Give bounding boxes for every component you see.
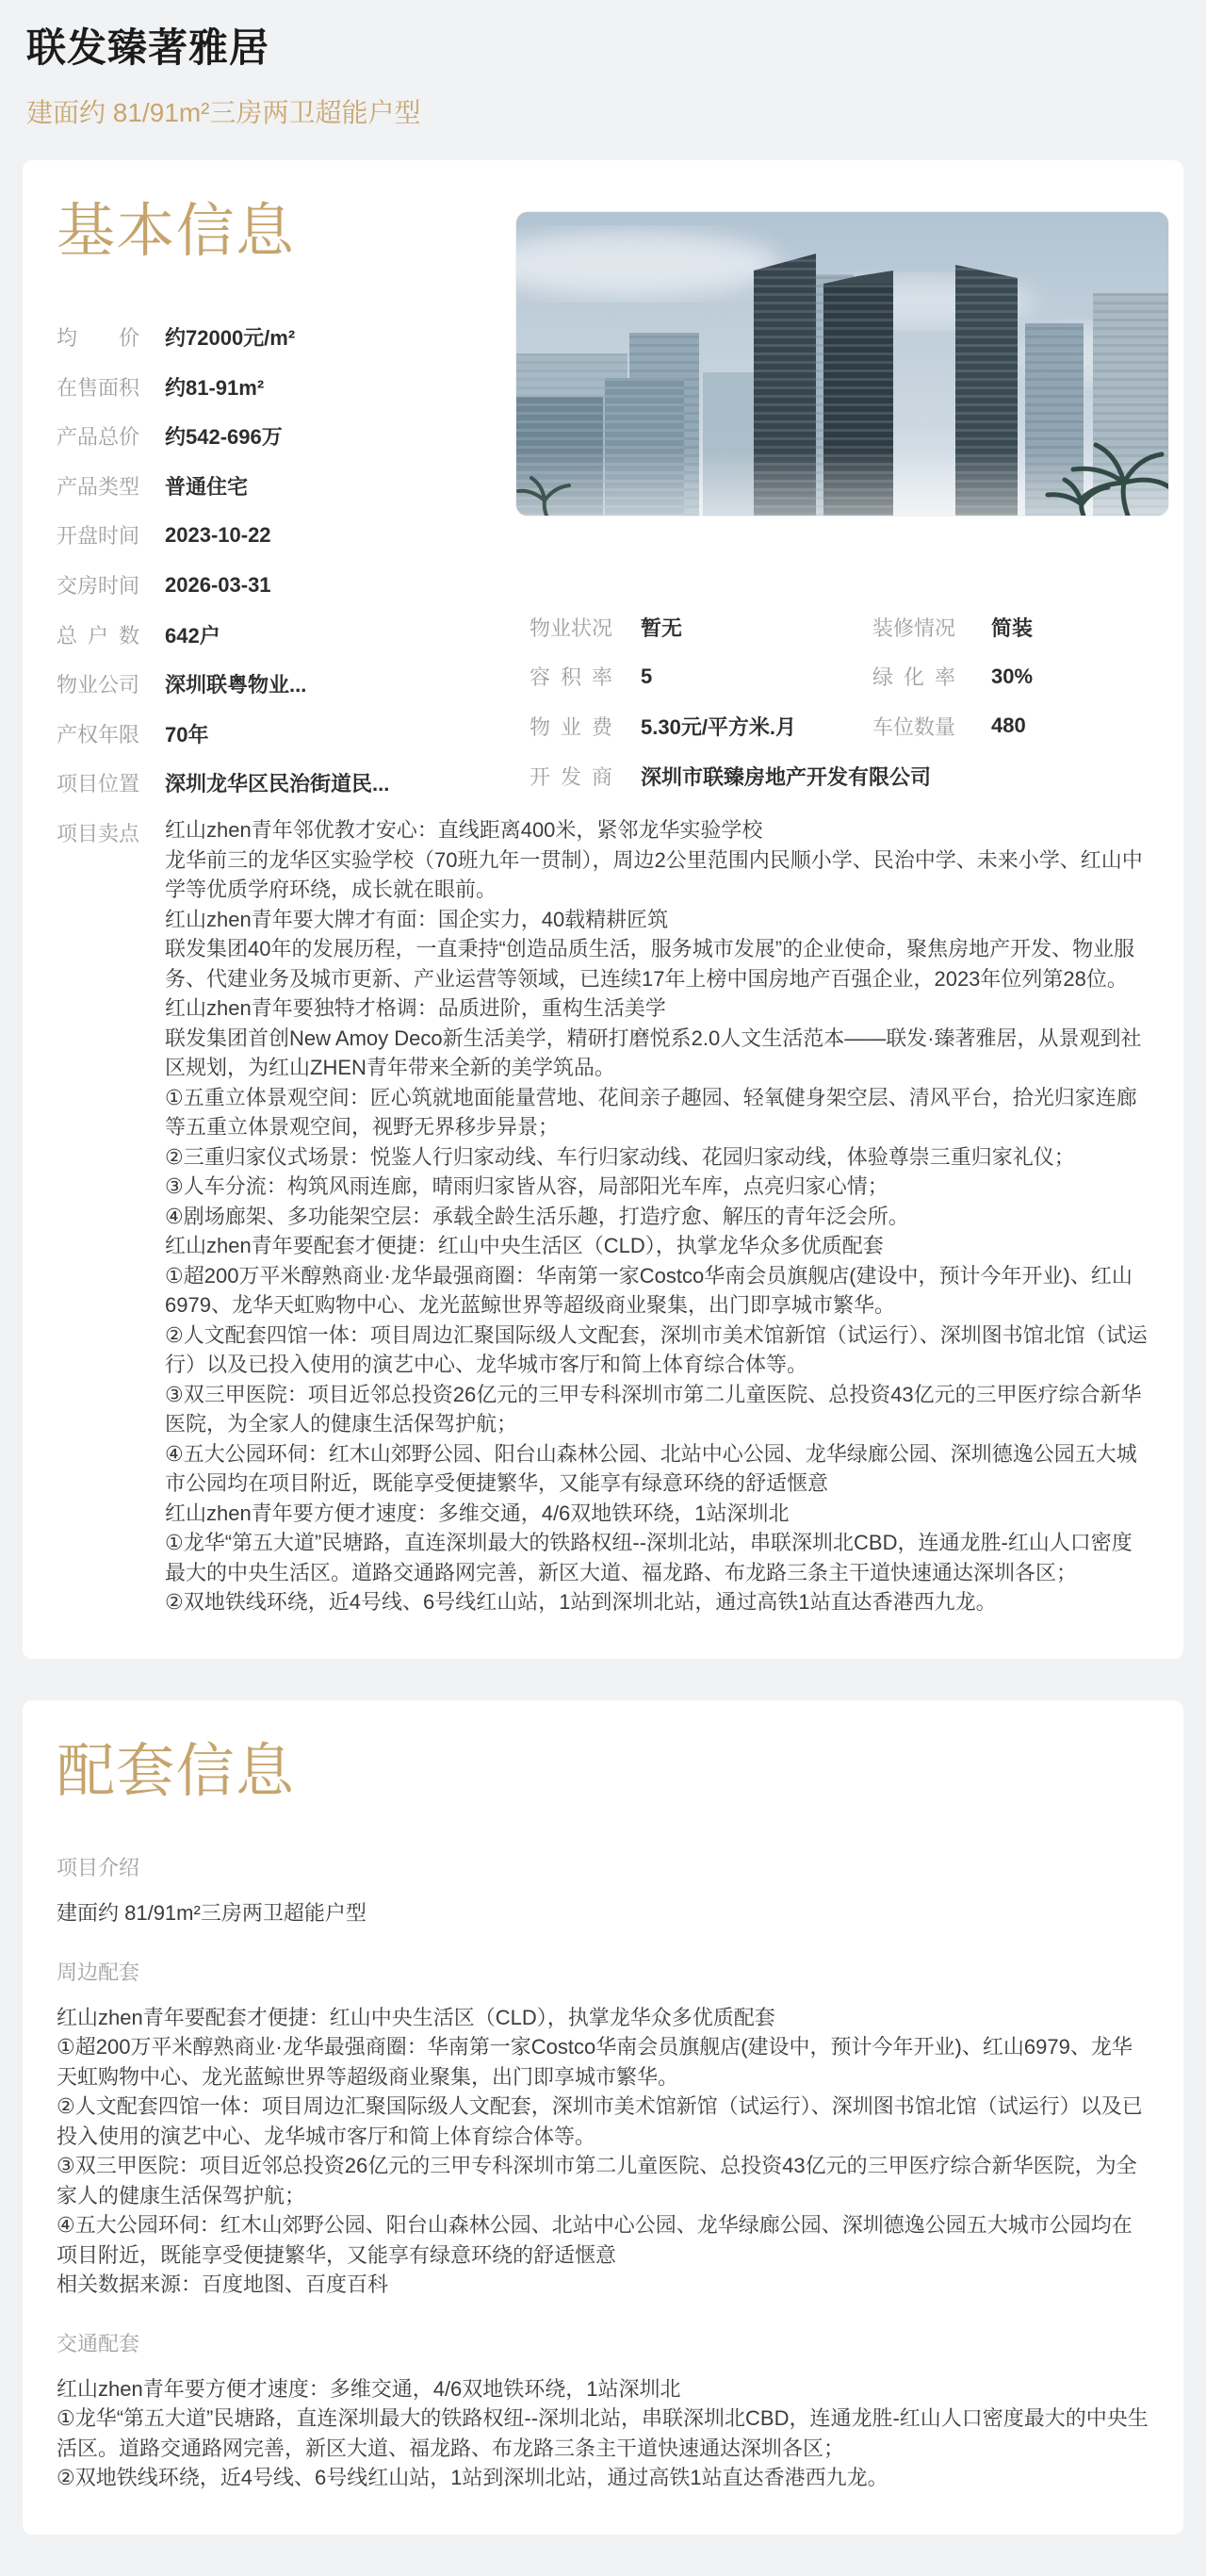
info-label: 物业状况	[530, 615, 613, 640]
info-label: 在售面积	[57, 375, 140, 400]
section-label: 周边配套	[57, 1960, 140, 1984]
section-project-intro	[57, 1852, 1149, 1928]
info-value: 普通住宅	[165, 474, 249, 499]
info-row-avg-price	[57, 312, 471, 362]
info-value: 5	[641, 664, 653, 688]
info-value: 暂无	[641, 615, 683, 640]
skyline-image	[516, 212, 1168, 516]
page-header	[0, 0, 1206, 130]
property-photo[interactable]	[516, 212, 1168, 516]
info-row-property-fee	[530, 701, 1189, 751]
info-label: 均价	[57, 326, 139, 351]
section-text: 建面约 81/91m²三房两卫超能户型	[57, 1901, 367, 1926]
info-value: 642户	[165, 623, 220, 648]
basic-info-card	[23, 160, 1183, 1659]
info-label: 开盘时间	[57, 524, 140, 549]
facility-info-card	[23, 1700, 1183, 2535]
info-value: 480	[991, 714, 1026, 738]
basic-info-heading: 基本信息	[57, 199, 296, 264]
info-value: 约72000元/m²	[165, 326, 296, 351]
info-row-open-date	[57, 511, 471, 561]
info-label: 容积率	[530, 665, 612, 690]
info-row-total-price	[57, 411, 471, 461]
info-row-property-status	[530, 602, 1189, 652]
selling-points-text: 红山zhen青年邻优教才安心：直线距离400米，紧邻龙华实验学校 龙华前三的龙华区实验学校（70班九年一贯制），周边2公里范围内民顺小学、民治中学、未来小学、红山中学等优质学府环绕，成长就在眼前。 红山zhen青年要大牌才有面：国企实力，40载精耕匠筑 联发集团40年的发展历程，一直秉持“创造品质生活，服务城市发展”的企业使命，聚焦房地产开发、物业服务、代建业务及城市更新、产业运营等领域，已连续17年上榜中国房地产百强企业，2023年位列第28位。 红山zhen青年要独特才格调：品质进阶，重构生活美学 联发集团首创New Amoy Deco新生活美学，精研打磨悦系2.0人文生活范本——联发·臻著雅居，从景观到社区规划，为红山ZHEN青年带来全新的美学筑品。 ①五重立体景观空间：匠心筑就地面能量营地、花间亲子趣园、轻氧健身架空层、清风平台，拾光归家连廊等五重立体景观空间，视野无界移步异景； ②三重归家仪式场景：悦鉴人行归家动线、车行归家动线、花园归家动线，体验尊崇三重归家礼仪； ③人车分流：构筑风雨连廊，晴雨归家皆从容，局部阳光车库，点亮归家心情； ④剧场廊架、多功能架空层：承载全龄生活乐趣，打造疗愈、解压的青年泛会所。 红山zhen青年要配套才便捷：红山中央生活区（CLD），执掌龙华众多优质配套 ①超200万平米醇熟商业·龙华最强商圈：华南第一家Costco华南会员旗舰店(建设中，预计今年开业)、红山6979、龙华天虹购物中心、龙光蓝鲸世界等超级商业聚集，出门即享城市繁华。 ②人文配套四馆一体：项目周边汇聚国际级人文配套，深圳市美术馆新馆（试运行）、深圳图书馆北馆（试运行）以及已投入使用的演艺中心、龙华城市客厅和简上体育综合体等。 ③双三甲医院：项目近邻总投资26亿元的三甲专科深圳市第二儿童医院、总投资43亿元的三甲医疗综合新华医院，为全家人的健康生活保驾护航； ④五大公园环伺：红木山郊野公园、阳台山森林公园、北站中心公园、龙华绿廊公园、深圳德逸公园五大城市公园均在项目附近，既能享受便捷繁华，又能享有绿意环绕的舒适惬意 红山zhen青年要方便才速度：多维交通，4/6双地铁环绕，1站深圳北 ①龙华“第五大道”民塘路，直连深圳最大的铁路权纽--深圳北站，串联深圳北CBD，连通龙胜-红山人口密度最大的中央生活区。道路交通路网完善，新区大道、福龙路、布龙路三条主干道快速通达深圳各区； ②双地铁线环绕，近4号线、6号线红山站，1站到深圳北站，通过高铁1站直达香港西九龙。	[165, 818, 1148, 1615]
info-value: 约542-696万	[165, 425, 283, 450]
info-label: 总户数	[57, 623, 139, 648]
info-value: 2023-10-22	[165, 522, 271, 547]
info-label: 产品类型	[57, 474, 140, 499]
info-label: 开发商	[530, 764, 612, 789]
info-row-area	[57, 362, 471, 412]
info-row-product-type	[57, 461, 471, 511]
info-label: 绿化率	[872, 665, 955, 690]
info-label: 交房时间	[57, 574, 140, 599]
info-label: 装修情况	[872, 615, 956, 640]
info-label: 产权年限	[57, 722, 140, 747]
basic-info-left-rows	[57, 312, 471, 808]
selling-points-label: 项目卖点	[57, 822, 140, 846]
info-row-plot-ratio	[530, 652, 1189, 702]
info-value: 简装	[991, 615, 1034, 640]
section-transport-facilities	[57, 2328, 1149, 2493]
info-row-tenure	[57, 709, 471, 759]
info-row-location	[57, 759, 471, 809]
section-nearby-facilities	[57, 1957, 1149, 2300]
info-label: 物业公司	[57, 673, 140, 697]
selling-points-row	[57, 815, 1149, 1617]
basic-info-right-rows	[530, 602, 1189, 800]
section-text: 红山zhen青年要配套才便捷：红山中央生活区（CLD），执掌龙华众多优质配套 ①超200万平米醇熟商业·龙华最强商圈：华南第一家Costco华南会员旗舰店(建设中，预计今年开业)、红山6979、龙华天虹购物中心、龙光蓝鲸世界等超级商业聚集，出门即享城市繁华。 ②人文配套四馆一体：项目周边汇聚国际级人文配套，深圳市美术馆新馆（试运行）、深圳图书馆北馆（试运行）以及已投入使用的演艺中心、龙华城市客厅和简上体育综合体等。 ③双三甲医院：项目近邻总投资26亿元的三甲专科深圳市第二儿童医院、总投资43亿元的三甲医疗综合新华医院，为全家人的健康生活保驾护航； ④五大公园环伺：红木山郊野公园、阳台山森林公园、北站中心公园、龙华绿廊公园、深圳德逸公园五大城市公园均在项目附近，既能享受便捷繁华，又能享有绿意环绕的舒适惬意 相关数据来源：百度地图、百度百科	[57, 2005, 1143, 2297]
section-label: 项目介绍	[57, 1856, 140, 1880]
info-value: 70年	[165, 722, 209, 747]
section-label: 交通配套	[57, 2331, 140, 2355]
info-row-total-units	[57, 610, 471, 660]
info-row-delivery-date	[57, 560, 471, 610]
info-value: 5.30元/平方米.月	[641, 714, 797, 739]
info-value: 深圳市联臻房地产开发有限公司	[641, 764, 932, 789]
page-subtitle: 建面约 81/91m²三房两卫超能户型	[26, 98, 421, 127]
info-value: 2026-03-31	[165, 572, 271, 597]
info-label: 项目位置	[57, 772, 140, 796]
info-value: 30%	[991, 664, 1034, 688]
info-label: 车位数量	[872, 714, 956, 739]
info-value: 深圳龙华区民治街道民...	[165, 772, 390, 796]
info-label: 产品总价	[57, 425, 140, 450]
info-value: 约81-91m²	[165, 375, 265, 400]
info-label: 物业费	[530, 714, 612, 739]
info-row-property-company	[57, 659, 471, 709]
info-value: 深圳联粤物业...	[165, 673, 307, 697]
page-title: 联发臻著雅居	[26, 25, 270, 70]
info-row-developer	[530, 751, 1189, 801]
section-text: 红山zhen青年要方便才速度：多维交通，4/6双地铁环绕，1站深圳北 ①龙华“第五大道”民塘路，直连深圳最大的铁路权纽--深圳北站，串联深圳北CBD，连通龙胜-红山人口密度最大的中央生活区。道路交通路网完善，新区大道、福龙路、布龙路三条主干道快速通达深圳各区； ②双地铁线环绕，近4号线、6号线红山站，1站到深圳北站，通过高铁1站直达香港西九龙。	[57, 2376, 1149, 2490]
facility-info-heading: 配套信息	[57, 1738, 296, 1804]
